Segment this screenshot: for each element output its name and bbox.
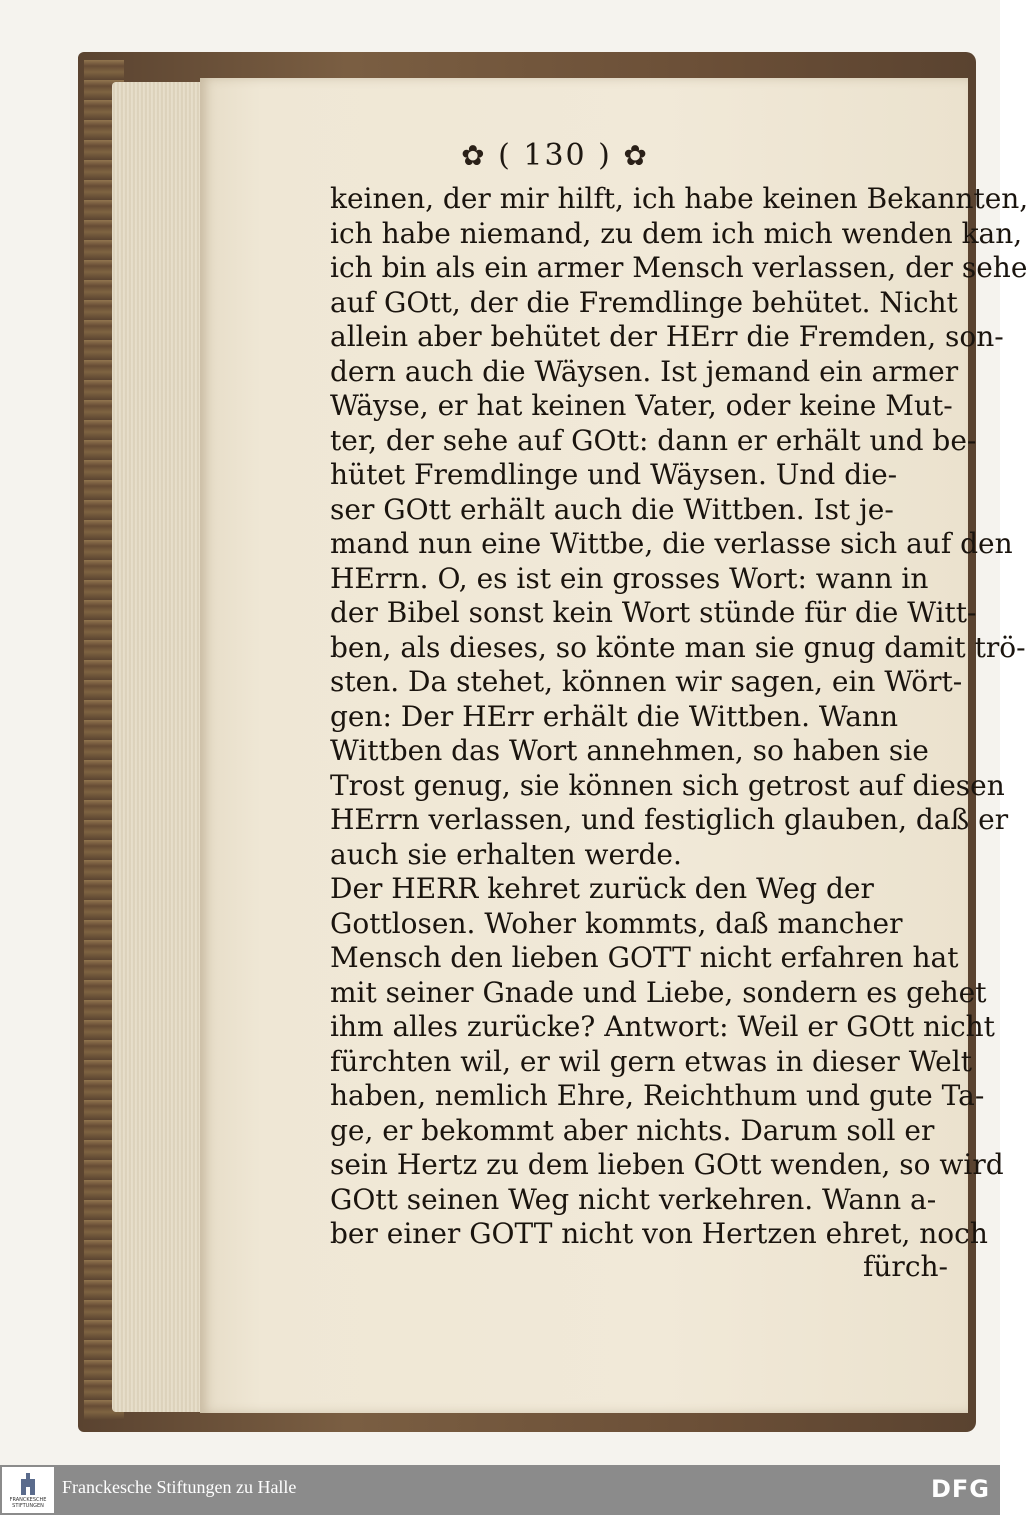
text-line: ich bin als ein armer Mensch verlassen, der sehe — [330, 251, 1028, 284]
text-line: mand nun eine Wittbe, die verlasse sich auf den — [330, 527, 1013, 560]
ornament-right-icon: ✿ — [623, 139, 649, 172]
text-line: haben, nemlich Ehre, Reichthum und gute Ta- — [330, 1079, 985, 1112]
page-header — [330, 138, 780, 178]
text-line: sein Hertz zu dem lieben GOtt wenden, so wird — [330, 1148, 1004, 1181]
dfg-logo[interactable]: DFG — [930, 1475, 990, 1503]
text-line: ge, er bekommt aber nichts. Darum soll er — [330, 1113, 935, 1147]
text-line: Trost genug, sie können sich getrost auf diesen — [330, 768, 1005, 802]
text-line: ich habe niemand, zu dem ich mich wenden kan, — [330, 216, 1023, 250]
text-line: Wittben das Wort annehmen, so haben sie — [330, 734, 929, 767]
text-line: HErrn. O, es ist ein grosses Wort: wann in — [330, 561, 929, 595]
text-line: fürchten wil, er wil gern etwas in dieser Welt — [330, 1044, 972, 1078]
text-line: ser GOtt erhält auch die Wittben. Ist je- — [330, 492, 894, 526]
institution-name: Franckesche Stiftungen zu Halle — [62, 1477, 297, 1497]
text-line: auf GOtt, der die Fremdlinge behütet. Nicht — [330, 285, 958, 319]
text-line: keinen, der mir hilft, ich habe keinen Bekannten, — [330, 182, 1028, 215]
building-icon — [19, 1473, 37, 1495]
ornament-left-icon: ✿ — [461, 139, 487, 172]
text-line: ben, als dieses, so könte man sie gnug damit trö- — [330, 630, 1026, 664]
text-line: Der HERR kehret zurück den Weg der — [330, 872, 874, 905]
text-line: ihm alles zurücke? Antwort: Weil er GOtt nicht — [330, 1010, 995, 1043]
text-line: HErrn verlassen, und festiglich glauben, daß er — [330, 803, 1009, 836]
text-line: sten. Da stehet, können wir sagen, ein Wört- — [330, 665, 963, 698]
viewer-footer — [0, 1465, 1000, 1515]
text-line: mit seiner Gnade und Liebe, sondern es gehet — [330, 975, 987, 1009]
text-line: GOtt seinen Weg nicht verkehren. Wann a- — [330, 1182, 937, 1216]
page-edges — [112, 82, 212, 1412]
text-line: gen: Der HErr erhält die Wittben. Wann — [330, 699, 899, 733]
text-line: Mensch den lieben GOTT nicht erfahren hat — [330, 941, 959, 974]
page-number: ( 130 ) — [498, 138, 612, 173]
text-line: Gottlosen. Woher kommts, daß mancher — [330, 906, 903, 940]
text-line: der Bibel sonst kein Wort stünde für die Witt- — [330, 596, 977, 629]
text-line: allein aber behütet der HErr die Fremden, son- — [330, 320, 1004, 353]
text-line: ber einer GOTT nicht von Hertzen ehret, noch — [330, 1217, 988, 1250]
catchword: fürch- — [863, 1250, 948, 1283]
text-line: auch sie erhalten werde. — [330, 837, 682, 871]
text-line: dern auch die Wäysen. Ist jemand ein armer — [330, 354, 959, 388]
institution-logo[interactable] — [2, 1467, 54, 1513]
logo-text: FRANCKESCHE STIFTUNGEN — [9, 1497, 47, 1509]
body-text — [330, 182, 1028, 1252]
text-line: ter, der sehe auf GOtt: dann er erhält und be- — [330, 423, 977, 457]
text-line: Wäyse, er hat keinen Vater, oder keine Mut- — [330, 389, 953, 422]
text-line: hütet Fremdlinge und Wäysen. Und die- — [330, 458, 898, 491]
